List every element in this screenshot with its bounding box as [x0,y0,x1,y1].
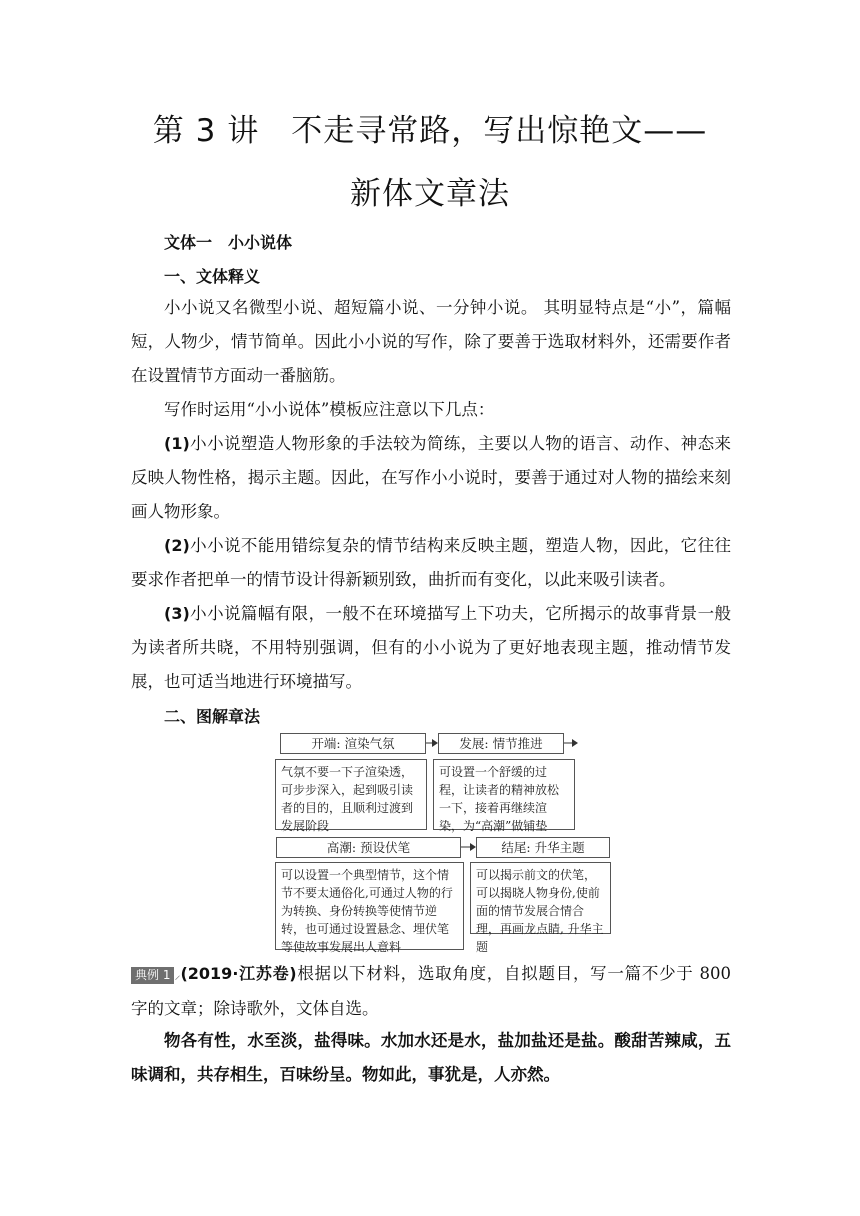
paragraph-point-1 [131,427,731,529]
paragraph-point-3 [131,597,731,699]
example-text: 根据以下材料，选取角度，自拟题目，写一篇不少于 800 字的文章；除诗歌外，文体自选。 [131,964,731,1018]
point-2-text: 小小说不能用错综复杂的情节结构来反映主题，塑造人物，因此，它往往要求作者把单一的情节设计得新颖别致，曲折而有变化，以此来吸引读者。 [131,536,731,589]
point-1-text: 小小说塑造人物形象的手法较为简练，主要以人物的语言、动作、神态来反映人物性格，揭示主题。因此，在写作小小说时，要善于通过对人物的描绘来刻画人物形象。 [131,434,731,521]
subheading-diagram: 二、图解章法 [164,707,261,726]
paragraph-intro: 小小说又名微型小说、超短篇小说、一分钟小说。 其明显特点是“小”，篇幅短，人物少，情节简单。因此小小说的写作，除了要善于选取材料外，还需要作者在设置情节方面动一番脑筋。 [131,298,731,385]
page-title-line2: 新体文章法 [350,176,510,212]
point-3-text: 小小说篇幅有限，一般不在环境描写上下功夫，它所揭示的故事背景一般为读者所共晓，不用特别强调，但有的小小说为了更好地表现主题，推动情节发展，也可适当地进行环境描写。 [131,604,731,691]
stage-ending-header: 结尾: 升华主题 [476,837,610,858]
leaf-icon: ⸝ [174,968,181,982]
page-title-line1: 第 3 讲 不走寻常路，写出惊艳文—— [152,113,708,149]
paragraph-notes-lead: 写作时运用“小小说体”模板应注意以下几点： [164,400,495,419]
example-source: (2019·江苏卷) [180,964,297,983]
example-badge: 典例 1 [131,967,174,984]
point-3-number: (3) [164,604,190,623]
paragraph-point-2 [131,529,731,597]
stage-opening-header: 开端: 渲染气氛 [280,733,426,754]
stage-climax-header: 高潮: 预设伏笔 [276,837,461,858]
stage-development-header: 发展: 情节推进 [438,733,564,754]
point-1-number: (1) [164,434,190,453]
material-quote: 物各有性，水至淡，盐得味。水加水还是水，盐加盐还是盐。酸甜苦辣咸，五味调和，共存相生，百味纷呈。物如此，事犹是，人亦然。 [131,1031,731,1084]
example-prompt [131,957,731,1026]
subheading-definition: 一、文体释义 [164,267,261,286]
point-2-number: (2) [164,536,190,555]
stage-climax-text: 可以设置一个典型情节，这个情节不要太通俗化,可通过人物的行为转换、身份转换等使情节逆转，也可通过设置悬念、埋伏笔等使故事发展出人意料 [275,862,464,950]
stage-development-text: 可设置一个舒缓的过程，让读者的精神放松一下，接着再继续渲染，为“高潮”做铺垫 [433,759,575,830]
stage-opening-text: 气氛不要一下子渲染透，可步步深入，起到吸引读者的目的，且顺利过渡到发展阶段 [275,759,427,830]
stage-ending-text: 可以揭示前文的伏笔，可以揭晓人物身份,使前面的情节发展合情合理，再画龙点睛, 升华主题 [470,862,611,934]
section-heading: 文体一 小小说体 [164,233,293,252]
